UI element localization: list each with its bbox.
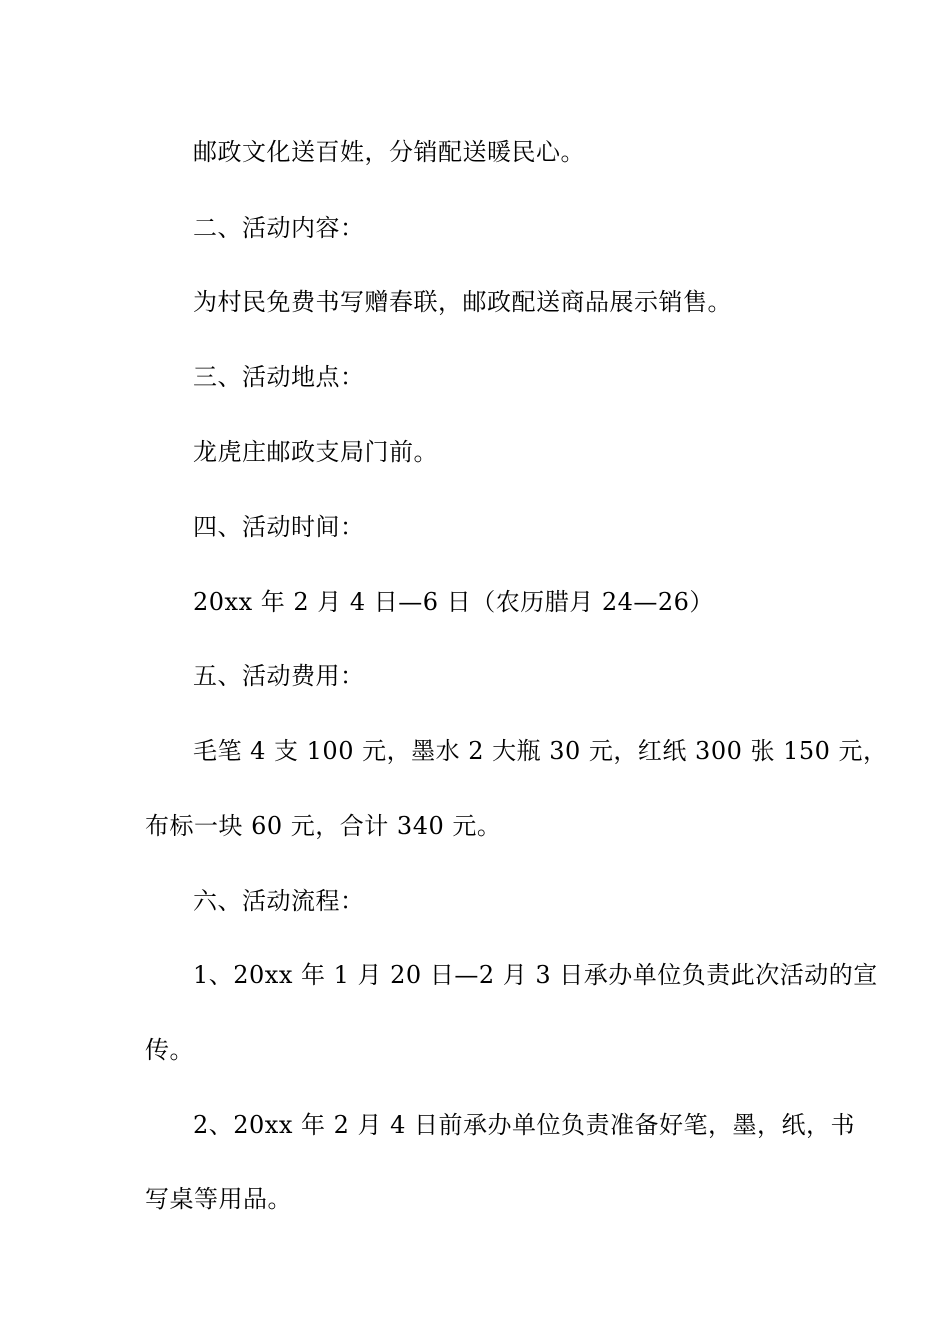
paragraph-process-step2-line2: 写桌等用品。 [145,1185,292,1213]
paragraph-process-step1-line1: 1、20xx 年 1 月 20 日—2 月 3 日承办单位负责此次活动的宣 [193,961,878,989]
paragraph-activity-location: 龙虎庄邮政支局门前。 [193,438,438,466]
heading-activity-time: 四、活动时间： [193,513,365,541]
heading-activity-content: 二、活动内容： [193,214,365,242]
paragraph-activity-time: 20xx 年 2 月 4 日—6 日（农历腊月 24—26） [193,588,714,616]
paragraph-activity-content: 为村民免费书写赠春联，邮政配送商品展示销售。 [193,288,732,316]
heading-activity-process: 六、活动流程： [193,887,365,915]
paragraph-process-step1-line2: 传。 [145,1036,194,1064]
paragraph-activity-cost-line1: 毛笔 4 支 100 元，墨水 2 大瓶 30 元，红纸 300 张 150 元， [193,737,888,765]
paragraph-slogan: 邮政文化送百姓，分销配送暖民心。 [193,138,585,166]
heading-activity-location: 三、活动地点： [193,363,365,391]
paragraph-activity-cost-line2: 布标一块 60 元，合计 340 元。 [145,812,502,840]
paragraph-process-step2-line1: 2、20xx 年 2 月 4 日前承办单位负责准备好笔，墨，纸，书 [193,1111,856,1139]
heading-activity-cost: 五、活动费用： [193,662,365,690]
